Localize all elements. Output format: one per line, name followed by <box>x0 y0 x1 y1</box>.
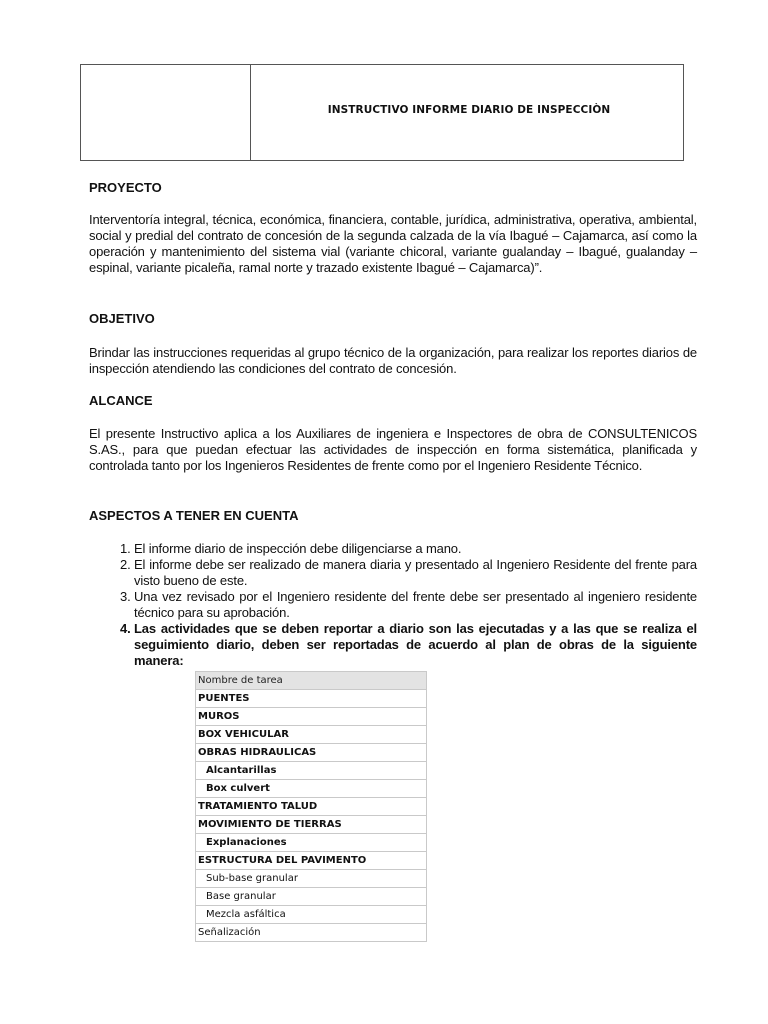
section-heading: ASPECTOS A TENER EN CUENTA <box>89 508 299 523</box>
table-row <box>196 762 427 780</box>
section-paragraph: Brindar las instrucciones requeridas al grupo técnico de la organización, para realizar los reportes diarios de inspección atendiendo las condiciones del contrato de concesión. <box>89 345 697 376</box>
table-row <box>196 888 427 906</box>
task-cell: MUROS <box>196 708 427 726</box>
list-item: 3. Una vez revisado por el Ingeniero residente del frente debe ser presentado al ingeniero residente técnico para su aprobación. <box>134 589 697 621</box>
logo-placeholder <box>81 65 251 160</box>
aspectos-list <box>89 541 697 669</box>
task-cell: OBRAS HIDRAULICAS <box>196 744 427 762</box>
task-cell: BOX VEHICULAR <box>196 726 427 744</box>
table-row <box>196 924 427 942</box>
table-row <box>196 708 427 726</box>
list-item: 1. El informe diario de inspección debe diligenciarse a mano. <box>134 541 697 557</box>
section-heading: PROYECTO <box>89 180 162 195</box>
section-paragraph: El presente Instructivo aplica a los Auxiliares de ingeniera e Inspectores de obra de CONSULTENICOS S.AS., para que puedan efectuar las actividades de inspección en forma sistemática, planificada y controlada tanto por los Ingenieros Residentes de frente como por el Ingeniero Residente Técnico. <box>89 426 697 473</box>
task-cell: MOVIMIENTO DE TIERRAS <box>196 816 427 834</box>
task-cell: Mezcla asfáltica <box>196 906 427 924</box>
document-header <box>80 64 684 161</box>
task-cell: Sub-base granular <box>196 870 427 888</box>
table-header-cell: Nombre de tarea <box>196 672 427 690</box>
table-row <box>196 906 427 924</box>
task-cell: Base granular <box>196 888 427 906</box>
table-header-row <box>196 672 427 690</box>
table-row <box>196 852 427 870</box>
table-row <box>196 726 427 744</box>
task-cell: PUENTES <box>196 690 427 708</box>
task-table <box>195 671 427 942</box>
document-title: INSTRUCTIVO INFORME DIARIO DE INSPECCIÒN <box>327 103 611 116</box>
table-row <box>196 834 427 852</box>
task-cell: Señalización <box>196 924 427 942</box>
list-item: 4. Las actividades que se deben reportar a diario son las ejecutadas y a las que se realiza el seguimiento diario, deben ser reportadas de acuerdo al plan de obras de la siguiente manera: <box>134 621 697 669</box>
table-row <box>196 690 427 708</box>
section-heading: OBJETIVO <box>89 311 155 326</box>
task-cell: Explanaciones <box>196 834 427 852</box>
table-row <box>196 870 427 888</box>
section-alcance <box>89 393 697 409</box>
section-objetivo <box>89 311 697 327</box>
section-proyecto <box>89 180 697 196</box>
task-cell: TRATAMIENTO TALUD <box>196 798 427 816</box>
table-row <box>196 780 427 798</box>
section-aspectos <box>89 508 697 524</box>
section-objetivo-body <box>89 345 697 377</box>
section-alcance-body <box>89 426 697 474</box>
table-row <box>196 798 427 816</box>
task-cell: ESTRUCTURA DEL PAVIMENTO <box>196 852 427 870</box>
section-heading: ALCANCE <box>89 393 153 408</box>
section-proyecto-body <box>89 212 697 276</box>
section-paragraph: Interventoría integral, técnica, económica, financiera, contable, jurídica, administrativa, operativa, ambiental, social y predial del contrato de concesión de la segunda calzada de la vía Ibagué – Cajamarca, así como la operación y mantenimiento del sistema vial (variante chicoral, variante gualanday – Ibagué, gualanday – espinal, variante picaleña, ramal norte y trazado existente Ibagué – Cajamarca)”. <box>89 212 697 275</box>
aspectos-list-wrap <box>89 541 697 669</box>
table-row <box>196 744 427 762</box>
task-cell: Box culvert <box>196 780 427 798</box>
table-row <box>196 816 427 834</box>
list-item: 2. El informe debe ser realizado de manera diaria y presentado al Ingeniero Residente del frente para visto bueno de este. <box>134 557 697 589</box>
task-cell: Alcantarillas <box>196 762 427 780</box>
